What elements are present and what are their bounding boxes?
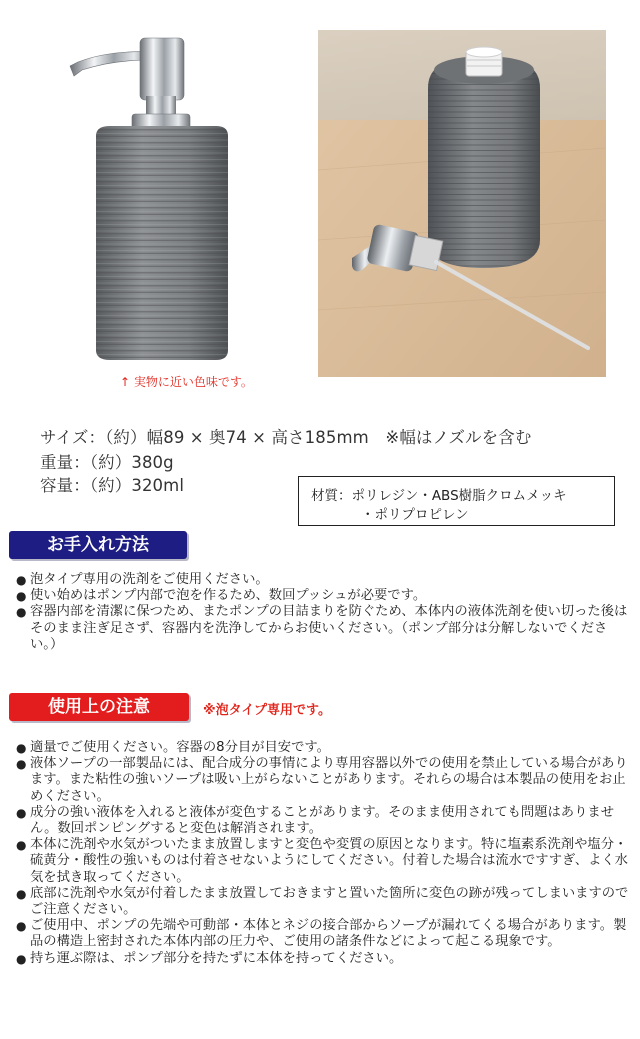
list-item: ● 本体に洗剤や水気がついたまま放置しますと変色や変質の原因となります。特に塩素系洗剤や塩分・硫黄分・酸性の強いものは付着させないようにしてください。付着した場合は流水ですすぎ、よく水気を拭き取ってください。 — [16, 837, 628, 885]
bullet-icon: ● — [16, 838, 27, 853]
material-text: 材質：ポリレジン・ABS樹脂クロムメッキ — [311, 488, 567, 504]
spec-volume: 容量：（約）320ml — [40, 476, 185, 495]
list-item: ● ご使用中、ポンプの先端や可動部・本体とネジの接合部からソープが漏れてくる場合があります。製品の構造上密封された本体内部の圧力や、ご使用の諸条件などによって起こる現象です。 — [16, 918, 627, 950]
list-item: ● 容器内部を清潔に保つため、またポンプの目詰まりを防ぐため、本体内の液体洗剤を使い切った後はそのまま注ぎ足さず、容器内を洗浄してからお使いください。（ポンプ部分は分解しないでください。） — [16, 604, 628, 652]
care-list — [16, 572, 631, 653]
list-item: ● 液体ソープの一部製品には、配合成分の事情により専用容器以外での使用を禁止している場合があります。また粘性の強いソープは吸い上がらないことがあります。それらの場合は本製品の使用をお止めください。 — [16, 756, 628, 804]
list-item: ● 持ち運ぶ際は、ポンプ部分を持たずに本体を持ってください。 — [16, 950, 403, 966]
list-item: ● 使い始めはポンプ内部で泡を作るため、数回プッシュが必要です。 — [16, 588, 427, 604]
bullet-icon: ● — [16, 741, 27, 755]
caution-section-header: 使用上の注意 — [9, 693, 189, 721]
foam-only-note: ※泡タイプ専用です。 — [203, 703, 331, 718]
material-text-cont: ・ポリプロピレン — [361, 507, 469, 523]
list-item: ● 成分の強い液体を入れると液体が変色することがあります。そのまま使用されても問題はありません。数回ポンピングすると変色は解消されます。 — [16, 804, 614, 837]
bullet-icon: ● — [16, 886, 27, 901]
bullet-icon: ● — [16, 589, 27, 604]
bullet-icon: ● — [16, 805, 27, 820]
bullet-icon: ● — [16, 919, 27, 934]
care-section-header: お手入れ方法 — [9, 531, 187, 559]
bullet-icon: ● — [16, 573, 27, 587]
spec-weight: 重量：（約）380g — [40, 453, 174, 472]
material-box — [298, 476, 615, 526]
spec-size: サイズ：（約）幅89 × 奥74 × 高さ185mm ※幅はノズルを含む — [40, 428, 532, 447]
list-item: ● 適量でご使用ください。容器の8分目が目安です。 — [16, 740, 330, 755]
bullet-icon: ● — [16, 951, 27, 966]
product-photo-dispenser — [40, 20, 280, 375]
bullet-icon: ● — [16, 757, 27, 772]
color-note: ↑ 実物に近い色味です。 — [120, 375, 253, 389]
product-photo-parts — [318, 30, 606, 377]
caution-list — [16, 740, 631, 967]
list-item: ● 底部に洗剤や水気が付着したまま放置しておきますと置いた箇所に変色の跡が残ってしまいますのでご注意ください。 — [16, 885, 629, 918]
bullet-icon: ● — [16, 605, 27, 620]
list-item: ● 泡タイプ専用の洗剤をご使用ください。 — [16, 572, 269, 587]
